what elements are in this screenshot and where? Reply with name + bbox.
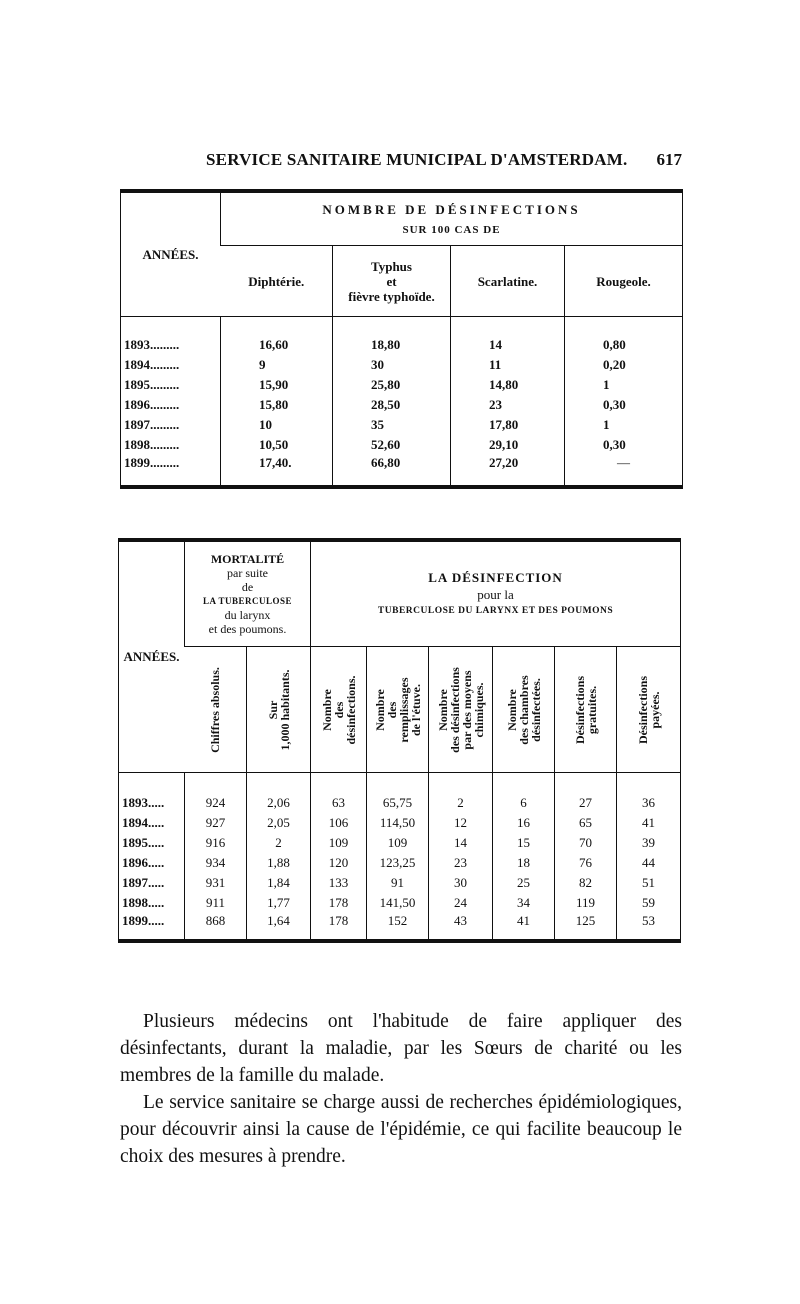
vertical-col-header	[429, 647, 493, 773]
year-cell: 1899.........	[124, 455, 180, 470]
value-cell: 43	[429, 913, 493, 941]
table-row	[119, 833, 681, 853]
table-row	[119, 813, 681, 833]
col-typhus-line: fièvre typhoïde.	[348, 288, 435, 304]
value-cell: 36	[617, 793, 681, 813]
col-header-line: Chiffres absolus.	[208, 666, 223, 753]
vertical-col-header	[617, 647, 681, 773]
value-cell: 2	[429, 793, 493, 813]
col-header-line: Nombre	[435, 688, 450, 731]
table-row	[121, 435, 683, 455]
value-cell: 35	[333, 415, 451, 435]
col-header-line: Nombre	[504, 688, 519, 731]
group-title: NOMBRE DE DÉSINFECTIONS	[322, 202, 581, 217]
value-cell: 18	[493, 853, 555, 873]
running-title: SERVICE SANITAIRE MUNICIPAL D'AMSTERDAM.	[206, 150, 628, 169]
value-cell: —	[565, 455, 683, 487]
value-cell: 868	[185, 913, 247, 941]
value-cell: 15	[493, 833, 555, 853]
annees-header: ANNÉES.	[142, 246, 199, 262]
value-cell: 1	[565, 375, 683, 395]
table-row	[119, 893, 681, 913]
value-cell: 0,30	[565, 395, 683, 415]
value-cell: 2,05	[247, 813, 311, 833]
col-header-diphterie: Diphtérie.	[221, 246, 333, 317]
page-header	[120, 150, 682, 174]
value-cell: 152	[367, 913, 429, 941]
value-cell: 59	[617, 893, 681, 913]
value-cell: 82	[555, 873, 617, 893]
value-cell: 14	[429, 833, 493, 853]
col-header-line: désinfections.	[343, 675, 358, 744]
value-cell: 1,64	[247, 913, 311, 941]
mortalite-line: LA TUBERCULOSE	[202, 596, 293, 606]
vertical-col-header	[311, 647, 367, 773]
vertical-col-header	[247, 647, 311, 773]
value-cell: 39	[617, 833, 681, 853]
col-header-line: remplissages	[396, 676, 411, 743]
value-cell: 15,90	[221, 375, 333, 395]
table-row	[119, 913, 681, 941]
value-cell: 15,80	[221, 395, 333, 415]
desinfection-line: TUBERCULOSE DU LARYNX ET DES POUMONS	[377, 605, 614, 616]
col-header-line: Désinfections	[572, 675, 587, 744]
value-cell: 924	[185, 793, 247, 813]
year-cell: 1898.........	[124, 437, 180, 452]
value-cell: 65,75	[367, 793, 429, 813]
year-cell: 1895.....	[122, 835, 165, 850]
value-cell: 1,88	[247, 853, 311, 873]
year-cell: 1895.........	[124, 377, 180, 392]
value-cell: 66,80	[333, 455, 451, 487]
col-header-typhus	[333, 246, 451, 317]
value-cell: 133	[311, 873, 367, 893]
value-cell: 11	[451, 355, 565, 375]
year-cell: 1896.....	[122, 855, 165, 870]
value-cell: 0,30	[565, 435, 683, 455]
vertical-col-header	[367, 647, 429, 773]
paragraph: Le service sanitaire se charge aussi de recherches épidémiologiques, pour découvrir ainsi la cause de l'épidémie, ce qui facilite beaucoup le choix des mesures à prendre.	[120, 1091, 682, 1167]
group-subtitle: SUR 100 CAS DE	[402, 224, 501, 236]
value-cell: 1,84	[247, 873, 311, 893]
value-cell: 916	[185, 833, 247, 853]
col-header-line: 1,000 habitants.	[277, 668, 292, 751]
value-cell: 17,40.	[221, 455, 333, 487]
value-cell: 53	[617, 913, 681, 941]
value-cell: 178	[311, 893, 367, 913]
value-cell: 6	[493, 793, 555, 813]
value-cell: 29,10	[451, 435, 565, 455]
year-cell: 1894.....	[122, 815, 165, 830]
col-header-line: Nombre	[319, 688, 334, 731]
value-cell: 2	[247, 833, 311, 853]
value-cell: 14	[451, 335, 565, 355]
col-header-line: Nombre	[372, 688, 387, 731]
value-cell: 114,50	[367, 813, 429, 833]
value-cell: 927	[185, 813, 247, 833]
value-cell: 18,80	[333, 335, 451, 355]
col-header-line: par des moyens	[459, 669, 474, 750]
value-cell: 23	[451, 395, 565, 415]
value-cell: 2,06	[247, 793, 311, 813]
mortalite-line: de	[241, 580, 254, 594]
year-cell: 1896.........	[124, 397, 180, 412]
value-cell: 16	[493, 813, 555, 833]
value-cell: 30	[333, 355, 451, 375]
value-cell: 44	[617, 853, 681, 873]
value-cell: 1	[565, 415, 683, 435]
col-header-line: payées.	[647, 691, 662, 728]
value-cell: 934	[185, 853, 247, 873]
value-cell: 25	[493, 873, 555, 893]
disinfection-rate-table	[120, 189, 683, 489]
value-cell: 52,60	[333, 435, 451, 455]
col-header-line: des	[384, 701, 399, 718]
value-cell: 70	[555, 833, 617, 853]
col-header-rougeole: Rougeole.	[565, 246, 683, 317]
vertical-col-header	[493, 647, 555, 773]
value-cell: 119	[555, 893, 617, 913]
value-cell: 178	[311, 913, 367, 941]
value-cell: 41	[493, 913, 555, 941]
mortalite-line: par suite	[227, 566, 268, 580]
col-header-line: chimiques.	[471, 682, 486, 738]
value-cell: 16,60	[221, 335, 333, 355]
year-cell: 1894.........	[124, 357, 180, 372]
page-number: 617	[656, 150, 682, 169]
year-cell: 1893.....	[122, 795, 165, 810]
mortalite-line: MORTALITÉ	[210, 552, 285, 566]
value-cell: 30	[429, 873, 493, 893]
vertical-col-header	[555, 647, 617, 773]
value-cell: 12	[429, 813, 493, 833]
mortalite-header	[185, 540, 311, 647]
value-cell: 41	[617, 813, 681, 833]
value-cell: 34	[493, 893, 555, 913]
desinfection-line: LA DÉSINFECTION	[428, 569, 563, 585]
value-cell: 109	[311, 833, 367, 853]
col-header-line: désinfectées.	[528, 677, 543, 742]
table-row	[119, 793, 681, 813]
col-header-line: Désinfections	[635, 675, 650, 744]
mortalite-line: et des poumons.	[208, 622, 287, 636]
value-cell: 125	[555, 913, 617, 941]
year-cell: 1899.....	[122, 913, 165, 928]
value-cell: 14,80	[451, 375, 565, 395]
value-cell: 51	[617, 873, 681, 893]
value-cell: 931	[185, 873, 247, 893]
col-typhus-line: Typhus	[371, 258, 412, 274]
col-header-line: Sur	[265, 700, 280, 719]
value-cell: 27,20	[451, 455, 565, 487]
mortalite-line: du larynx	[224, 608, 271, 622]
tuberculosis-table	[118, 538, 681, 943]
value-cell: 106	[311, 813, 367, 833]
table-row	[121, 375, 683, 395]
value-cell: 10	[221, 415, 333, 435]
paragraph: Plusieurs médecins ont l'habitude de faire appliquer des désinfectants, durant la maladie, par les Sœurs de charité ou les membres de la famille du malade.	[120, 1010, 682, 1086]
col-header-scarlatine: Scarlatine.	[451, 246, 565, 317]
table-row	[121, 395, 683, 415]
value-cell: 911	[185, 893, 247, 913]
table-row	[119, 873, 681, 893]
value-cell: 123,25	[367, 853, 429, 873]
value-cell: 23	[429, 853, 493, 873]
value-cell: 0,80	[565, 335, 683, 355]
desinfection-line: pour la	[477, 586, 514, 602]
value-cell: 17,80	[451, 415, 565, 435]
group-header	[221, 191, 683, 246]
vertical-col-header	[185, 647, 247, 773]
value-cell: 76	[555, 853, 617, 873]
value-cell: 27	[555, 793, 617, 813]
value-cell: 1,77	[247, 893, 311, 913]
table-row	[121, 415, 683, 435]
col-typhus-line: et	[386, 273, 397, 289]
year-cell: 1893.........	[124, 337, 180, 352]
col-header-line: des chambres	[516, 674, 531, 745]
value-cell: 109	[367, 833, 429, 853]
value-cell: 28,50	[333, 395, 451, 415]
value-cell: 141,50	[367, 893, 429, 913]
col-header-line: gratuites.	[584, 685, 599, 734]
year-cell: 1898.....	[122, 895, 165, 910]
table-row	[119, 853, 681, 873]
desinfection-header	[311, 540, 681, 647]
annees-header: ANNÉES.	[123, 649, 180, 664]
value-cell: 9	[221, 355, 333, 375]
value-cell: 63	[311, 793, 367, 813]
value-cell: 120	[311, 853, 367, 873]
col-header-line: des désinfections	[447, 666, 462, 753]
year-cell: 1897.....	[122, 875, 165, 890]
col-header-line: de l'étuve.	[408, 683, 423, 736]
table-row	[121, 455, 683, 487]
value-cell: 24	[429, 893, 493, 913]
value-cell: 91	[367, 873, 429, 893]
table-row	[121, 335, 683, 355]
value-cell: 10,50	[221, 435, 333, 455]
value-cell: 0,20	[565, 355, 683, 375]
col-header-line: des	[331, 701, 346, 718]
value-cell: 25,80	[333, 375, 451, 395]
value-cell: 65	[555, 813, 617, 833]
year-cell: 1897.........	[124, 417, 180, 432]
table-row	[121, 355, 683, 375]
